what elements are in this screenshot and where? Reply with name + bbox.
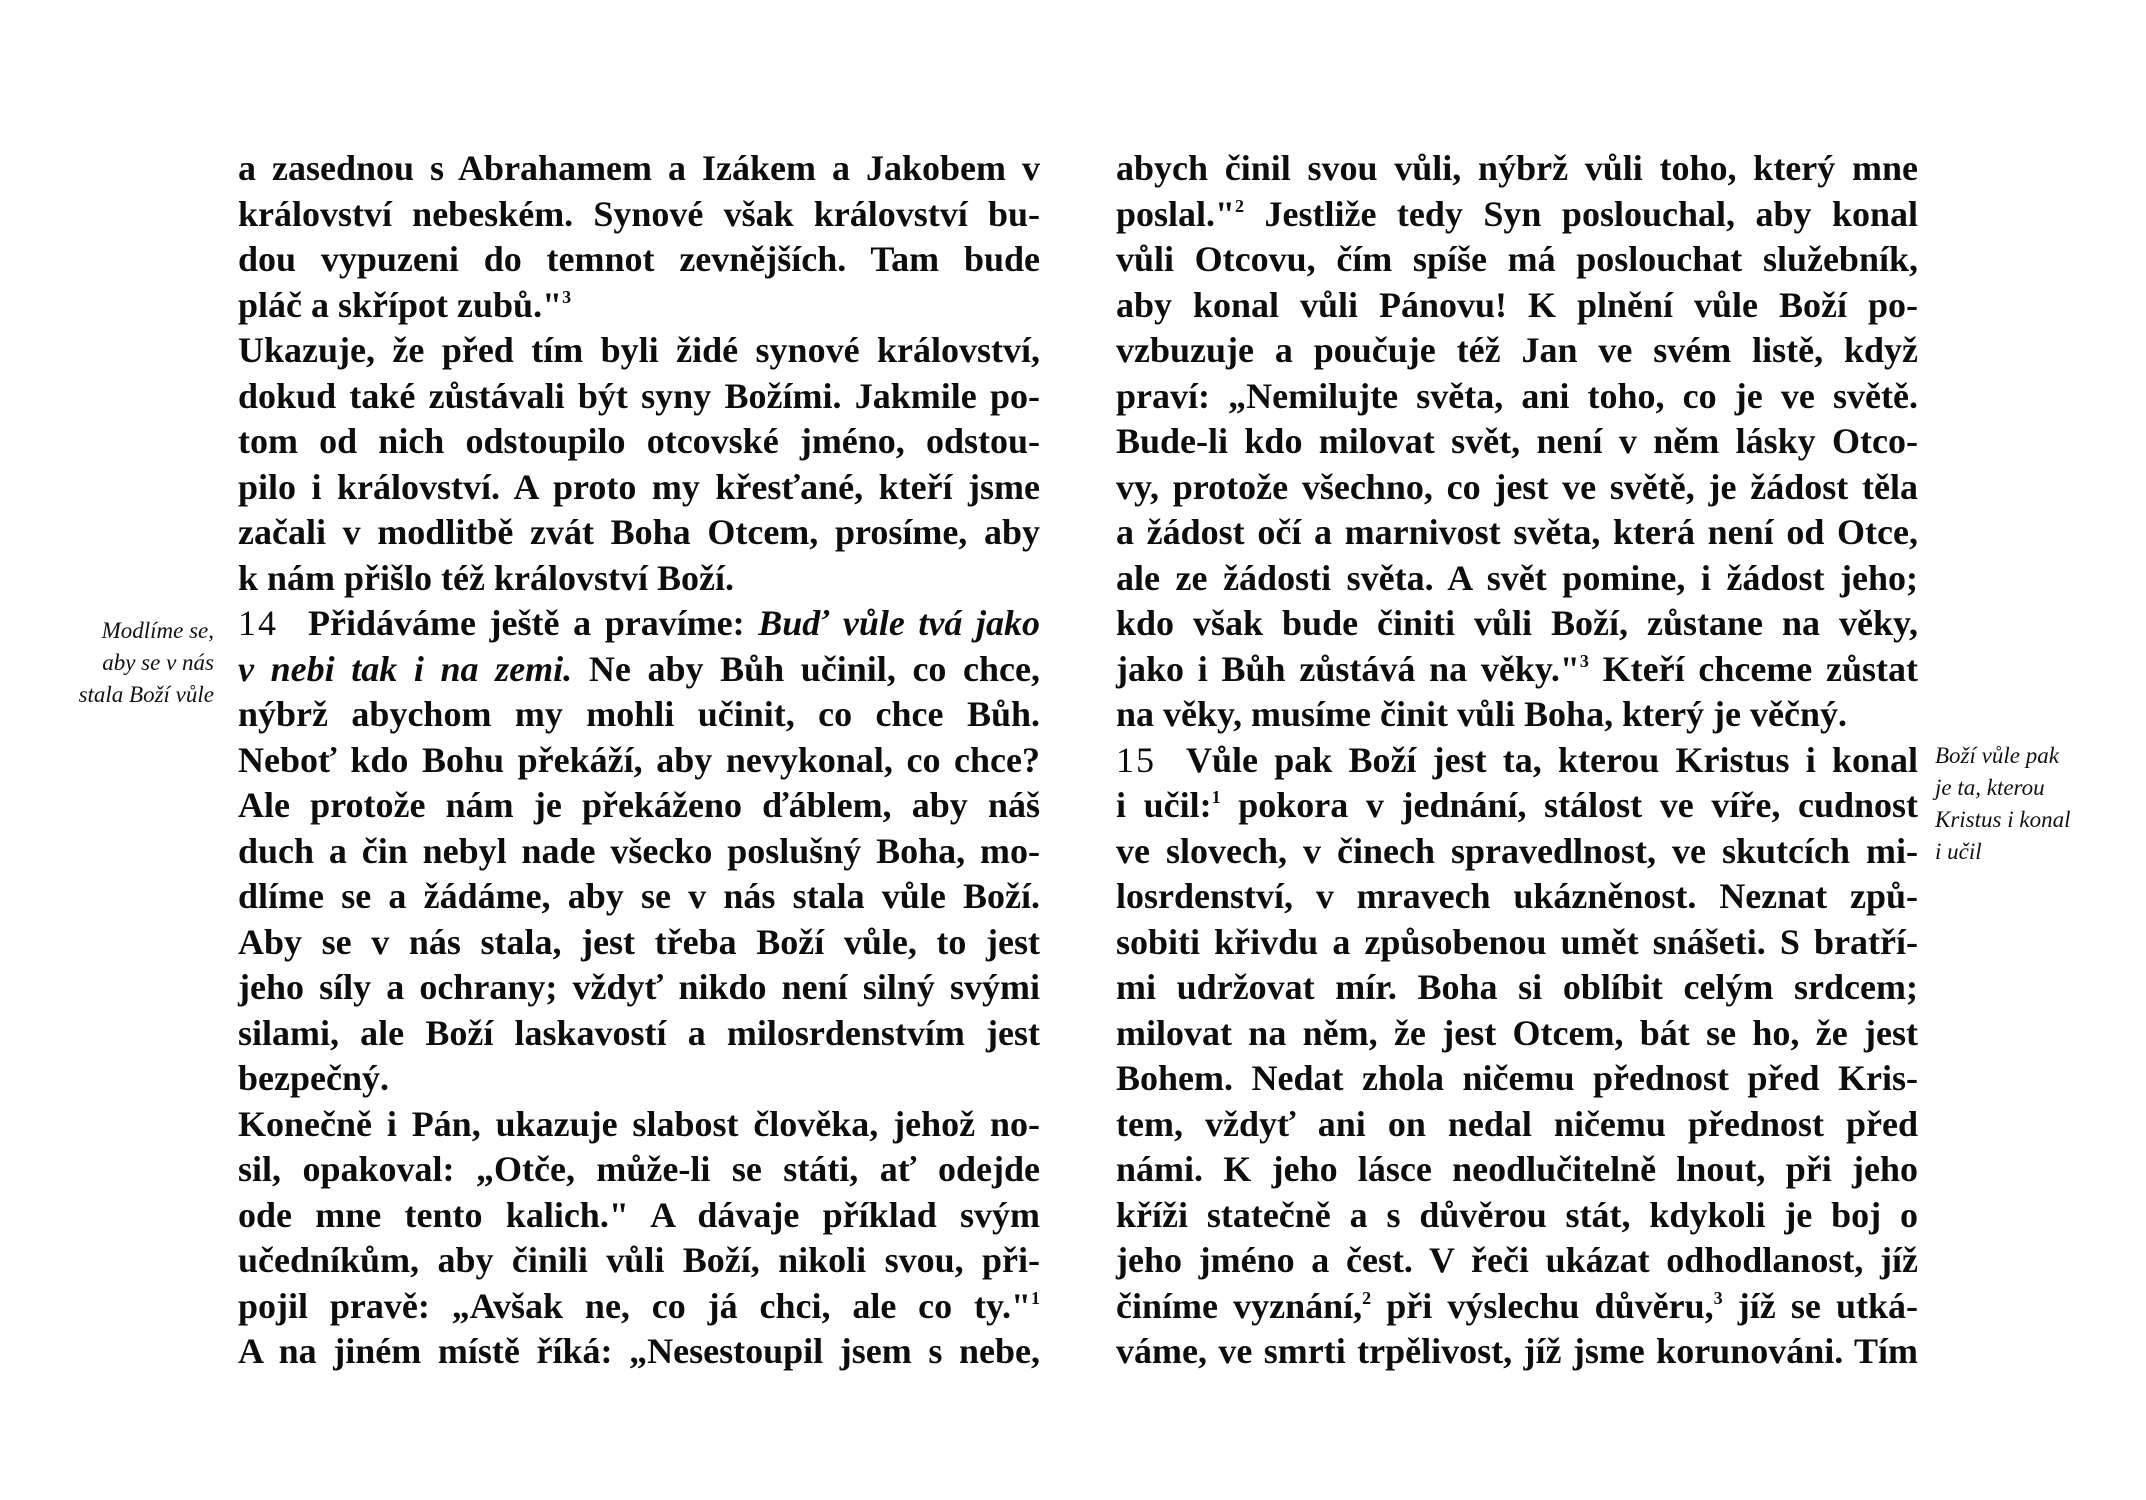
text-line: dlíme se a žádáme, aby se v nás stala vůle Boží. [238,876,1040,916]
text-line [1116,783,1918,829]
footnote-ref: 3 [1579,650,1589,671]
right-text-column [1116,146,1918,1375]
text-fragment: jako i Bůh zůstává na věky." [1116,648,1580,689]
text-line: Aby se v nás stala, jest třeba Boží vůle, to jest [238,921,1040,962]
text-line: abych činil svou vůli, nýbrž vůli toho, který mne [1116,148,1918,188]
margin-note-left [79,615,214,711]
text-line [238,283,1040,329]
text-line: Neboť kdo Bohu překáží, aby nevykonal, co chce? [238,739,1040,780]
text-fragment: pokora v jednání, stálost ve víře, cudnost [1238,785,1919,825]
left-text-column [238,146,1040,1375]
margin-note-line: je ta, kterou [1935,775,2045,800]
text-line: námi. K jeho lásce neodlučitelně lnout, při jeho [1116,1149,1918,1189]
text-fragment: jíž se utká- [1737,1285,1918,1326]
text-line: království nebeském. Synové však království bu- [238,193,1040,234]
text-line: kříži statečně a s důvěrou stát, kdykoli je boj o [1116,1194,1918,1235]
text-fragment: činíme vyznání, [1116,1285,1363,1326]
text-line: jeho jméno a čest. V řeči ukázat odhodlanost, jíž [1116,1240,1918,1280]
text-line: vzbuzuje a poučuje též Jan ve svém listě, když [1116,330,1918,370]
text-line: vy, protože všechno, co jest ve světě, je žádost těla [1116,466,1918,507]
text-fragment: pojil pravě: „Avšak ne, co já chci, ale co ty." [238,1285,1031,1326]
text-line: pilo i království. A proto my křesťané, kteří jsme [238,466,1040,507]
margin-note-line: stala Boží vůle [78,682,214,707]
text-fragment: Jestliže tedy Syn poslouchal, aby konal [1264,193,1919,234]
margin-note-line: Boží vůle pak [1935,743,2059,768]
text-line: nýbrž abychom my mohli učinit, co chce Bůh. [238,694,1040,734]
text-line: sobiti křivdu a způsobenou umět snášeti. S bratří- [1116,921,1918,962]
text-fragment: Ne aby Bůh učinil, co chce, [588,648,1041,689]
footnote-ref: 3 [562,286,572,307]
text-line [1116,647,1918,693]
text-line: kdo však bude činiti vůli Boží, zůstane na věky, [1116,603,1918,643]
text-line: začali v modlitbě zvát Boha Otcem, prosíme, aby [238,512,1040,552]
text-fragment: poslal." [1116,193,1236,234]
text-line: duch a čin nebyl nade všecko poslušný Boha, mo- [238,830,1040,871]
text-line: sil, opakoval: „Otče, může-li se státi, ať odejde [238,1149,1040,1189]
text-line: ode mne tento kalich." A dávaje příklad svým [238,1194,1040,1235]
text-line: a žádost očí a marnivost světa, která není od Otce, [1116,512,1918,552]
text-line: silami, ale Boží laskavostí a milosrdenstvím jest [238,1012,1040,1053]
footnote-ref: 3 [1713,1287,1723,1308]
text-line: losrdenství, v mravech ukázněnost. Neznat způ- [1116,876,1918,916]
text-line: k nám přišlo též království Boží. [238,557,734,598]
verse-14-line [238,601,1040,647]
text-line: aby konal vůli Pánovu! K plnění vůle Boží po- [1116,284,1918,325]
scripture-quote: Buď vůle tvá jako [758,603,1041,643]
verse-15-line [1116,738,1918,784]
text-line: ale ze žádosti světa. A svět pomine, i žádost jeho; [1116,557,1918,598]
text-fragment: Kteří chceme zůstat [1602,648,1919,689]
text-line: jeho síly a ochrany; vždyť nikdo není silný svými [238,967,1040,1007]
text-fragment: Přidáváme ještě a pravíme: [308,603,745,643]
text-line: Ukazuje, že před tím byli židé synové království, [238,330,1040,370]
footnote-ref: 1 [1031,1287,1040,1308]
text-line: Bude-li kdo milovat svět, není v něm lásky Otco- [1116,421,1918,461]
footnote-ref: 2 [1362,1287,1372,1308]
margin-note-line: aby se v nás [102,650,214,675]
footnote-ref: 1 [1211,787,1221,807]
text-line: ve slovech, v činech spravedlnost, ve skutcích mi- [1116,830,1918,871]
text-line: bezpečný. [238,1058,389,1098]
text-fragment: pláč a skřípot zubů." [238,284,563,325]
text-line: dokud také zůstávali být syny Božími. Jakmile po- [238,375,1040,416]
text-line: váme, ve smrti trpělivost, jíž jsme korunováni. Tím [1116,1331,1918,1371]
text-line [238,647,1040,693]
margin-note-line: Modlíme se, [101,618,214,643]
text-line: dou vypuzeni do temnot zevnějších. Tam bude [238,239,1040,279]
text-line: učedníkům, aby činili vůli Boží, nikoli svou, při- [238,1240,1040,1280]
text-line [238,1284,1040,1330]
text-line: tem, vždyť ani on nedal ničemu přednost před [1116,1103,1918,1144]
margin-note-right [1935,740,2070,868]
text-line: Ale protože nám je překáženo ďáblem, aby náš [238,785,1040,825]
text-line: Konečně i Pán, ukazuje slabost člověka, jehož no- [238,1103,1040,1144]
text-line: a zasednou s Abrahamem a Izákem a Jakobem v [238,148,1040,188]
scripture-quote: v nebi tak i na zemi. [238,648,573,689]
margin-note-line: i učil [1935,839,1982,864]
text-line: A na jiném místě říká: „Nesestoupil jsem s nebe, [238,1331,1040,1371]
text-fragment: při výslechu důvěru, [1386,1285,1714,1326]
text-line: na věky, musíme činit vůli Boha, který je věčný. [1116,694,1847,734]
text-line [1116,1284,1918,1330]
text-line: milovat na něm, že jest Otcem, bát se ho, že jest [1116,1012,1918,1053]
text-fragment: i učil: [1116,785,1212,825]
text-line: Bohem. Nedat zhola ničemu přednost před Kris- [1116,1058,1918,1098]
text-line: praví: „Nemilujte světa, ani toho, co je ve světě. [1116,375,1918,416]
text-line [1116,192,1918,238]
text-line: tom od nich odstoupilo otcovské jméno, odstou- [238,421,1040,461]
verse-number: 15 [1116,739,1156,780]
margin-note-line: Kristus i konal [1935,807,2071,832]
text-line: vůli Otcovu, čím spíše má poslouchat služebník, [1116,239,1918,279]
footnote-ref: 2 [1235,195,1245,216]
text-fragment: Vůle pak Boží jest ta, kterou Kristus i konal [1186,739,1918,780]
text-line: mi udržovat mír. Boha si oblíbit celým srdcem; [1116,967,1918,1007]
verse-number: 14 [238,603,278,643]
